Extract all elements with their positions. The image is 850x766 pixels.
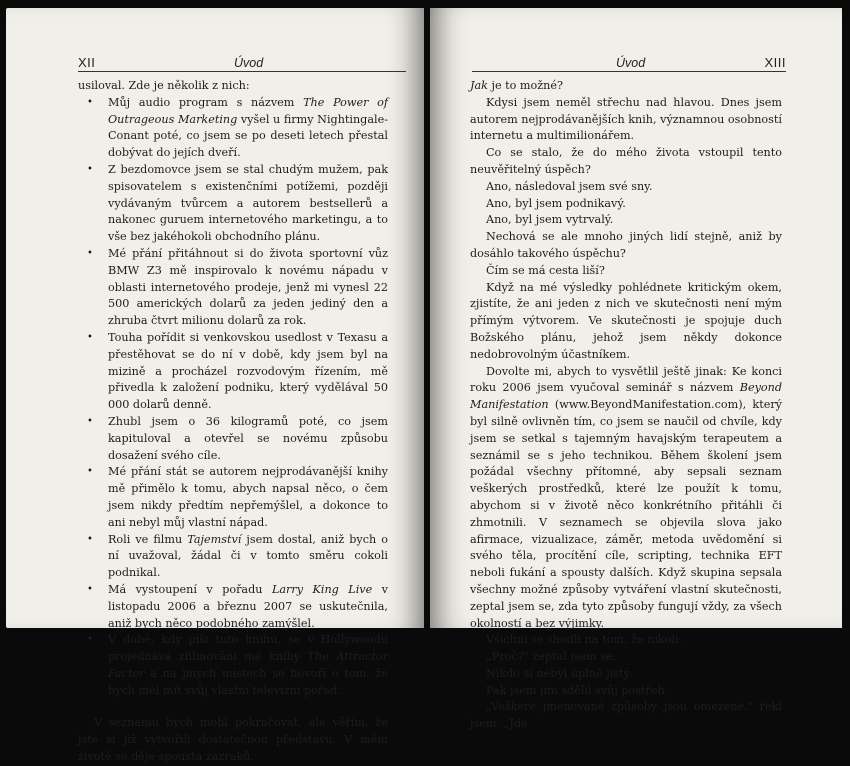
paragraph: Všichni se shodli na tom, že nikoli. [486, 633, 683, 647]
bullet-icon: • [87, 634, 93, 646]
bullet-icon: • [87, 247, 93, 259]
list-item [87, 582, 388, 632]
paragraph: V seznamu bych mohl pokračovat, ale věřím, že jste si již vytvořili dostatečnou představu. V mém životě se děje spousta zázraků. [78, 716, 388, 764]
paragraph: usiloval. Zde je několik z nich: [78, 79, 250, 92]
paragraph [470, 364, 782, 633]
list-item [87, 632, 388, 699]
list-item [87, 95, 388, 162]
paragraph: „Veškeré jmenované způsoby jsou omezené," řekl jsem. „Jde [470, 700, 782, 731]
paragraph-group [470, 632, 782, 733]
paragraph-text: je to možné? [487, 79, 563, 92]
paragraph: Čím se má cesta liší? [486, 263, 605, 277]
italic-text: The Attractor Factor [108, 650, 388, 680]
bullet-icon: • [87, 466, 93, 478]
paragraph: Kdysi jsem neměl střechu nad hlavou. Dnes jsem autorem nejprodávanějších knih, významnou osobností internetu a multimilionářem. [470, 95, 782, 143]
list-item-text: jsem dostal, aniž bych o ní uvažoval, žádal či v tomto směru cokoli podnikal. [108, 532, 388, 580]
page-number: XII [78, 55, 96, 70]
list-item-text: Mé přání přitáhnout si do života sportovní vůz BMW Z3 mě inspirovalo k novému nápadu v oblasti internetového prodeje, jenž mi vynesl 22 500 amerických dolarů za jeden jediný den a zhruba čtvrt milionu dolarů za rok. [108, 246, 388, 328]
running-title: Úvod [234, 56, 264, 70]
italic-text: Tajemství [187, 532, 242, 546]
bullet-list [78, 95, 388, 700]
list-item [87, 330, 388, 414]
list-item-text: Z bezdomovce jsem se stal chudým mužem, pak spisovatelem s existenčními potížemi, později vydávaným tvůrcem a autorem bestsellerů a nakonec guruem internetového marketingu, a to vše bez jakéhokoli obchodního plánu. [108, 162, 388, 244]
list-item [87, 246, 388, 330]
italic-text: Larry King Live [271, 582, 373, 596]
paragraph-group [470, 95, 782, 364]
bullet-icon: • [87, 533, 93, 545]
left-page [6, 8, 424, 764]
list-item [87, 532, 388, 582]
bullet-icon: • [87, 163, 93, 175]
list-item-text: V době, kdy píši tuto knihu, se v Hollywoodu projednává zfilmování mé knihy [108, 633, 388, 664]
bullet-icon: • [87, 331, 93, 343]
paragraph: Ano, následoval jsem své sny. [486, 179, 653, 193]
paragraph: „Proč?" zeptal jsem se. [486, 650, 617, 664]
paragraph: Pak jsem jim sdělil svůj postřeh. [486, 683, 669, 697]
paragraph: Ano, byl jsem vytrvalý. [486, 213, 614, 227]
list-item-text: Má vystoupení v pořadu [108, 582, 272, 596]
list-item [87, 162, 388, 246]
list-item-text: v listopadu 2006 a březnu 2007 se uskutečnila, aniž bych něco podobného zamýšlel. [108, 582, 388, 630]
paragraph: Ano, byl jsem podnikavý. [486, 196, 626, 210]
italic-text: Beyond Manifestation [470, 381, 782, 412]
bullet-icon: • [87, 415, 93, 427]
running-head-left [78, 55, 406, 72]
paragraph-text: Dovolte mi, abych to vysvětlil ještě jinak: Ke konci roku 2006 jsem vyučoval seminář s názvem [470, 364, 782, 395]
list-item-text: Mé přání stát se autorem nejprodávanější knihy mě přimělo k tomu, abych napsal něco, o čem jsem nikdy předtím nepřemýšlel, a dokonce to ani nebyl můj vlastní nápad. [108, 465, 388, 529]
paragraph: Když na mé výsledky pohlédnete kritickým okem, zjistíte, že ani jeden z nich ve skutečnosti není mým přímým výtvorem. Ve skutečnosti je spojuje duch Božského plánu, jehož jsem někdy dokonce nedobrovolným účastníkem. [470, 280, 782, 361]
running-title: Úvod [616, 56, 646, 70]
list-item [87, 464, 388, 531]
bullet-icon: • [87, 583, 93, 595]
list-item-text: Roli ve filmu [108, 532, 188, 546]
italic-text: Jak [470, 79, 488, 92]
left-body-text [78, 78, 388, 766]
page-number: XIII [764, 55, 786, 70]
paragraph: Co se stalo, že do mého života vstoupil tento neuvěřitelný úspěch? [470, 146, 782, 176]
running-head-right [472, 55, 786, 72]
paragraph: Nikdo si nebyl úplně jistý. [486, 666, 632, 680]
bullet-icon: • [87, 96, 93, 108]
list-item-text: Můj audio program s názvem [108, 95, 304, 109]
italic-text: The Power of Outrageous Marketing [108, 95, 388, 126]
list-item-text: Zhubl jsem o 36 kilogramů poté, co jsem kapituloval a otevřel se novému způsobu dosažení svého cíle. [108, 414, 388, 462]
right-body-text [470, 78, 782, 733]
list-item-text: vyšel u firmy Nightingale-Conant poté, co jsem se po deseti letech přestal dobývat do jejích dveří. [108, 112, 388, 160]
list-item-text: Touha pořídit si venkovskou usedlost v Texasu a přestěhovat se do ní v době, kdy jsem byl na mizině a procházel rozvodovým řízením, mě přivedla k založení podniku, který vydělával 50 000 dolarů denně. [108, 330, 388, 412]
list-item [87, 414, 388, 464]
paragraph-text: (www.BeyondManifestation.com), který byl silně ovlivněn tím, co jsem se naučil od chvíle, kdy jsem se setkal s tajemným havajským terapeutem a seznámil se s jeho technikou. Během školení jsem požádal všechny přítomné, aby sepsali seznam veškerých prostředků, které lze použít k tomu, abychom si v životě něco konkrétního přitáhli či zhmotnili. V seznamech se objevila slova jako afirmace, vizualizace, záměr, metoda uvědomění si svého těla, procítění cíle, scripting, technika EFT neboli fukání a spousty dalších. Když skupina sepsala všechny možné způsoby vytváření vlastní skutečnosti, zeptal jsem se, zda tyto způsoby fungují vždy, za všech okolností a bez výjimky. [470, 398, 782, 630]
paragraph [470, 78, 782, 95]
paragraph: Nechová se ale mnoho jiných lidí stejně, aniž by dosáhlo takového úspěchu? [470, 230, 782, 260]
right-page [430, 8, 842, 731]
list-item-text: a na jiných místech se hovoří o tom, že bych měl mít svůj vlastní televizní pořad. [108, 666, 388, 697]
